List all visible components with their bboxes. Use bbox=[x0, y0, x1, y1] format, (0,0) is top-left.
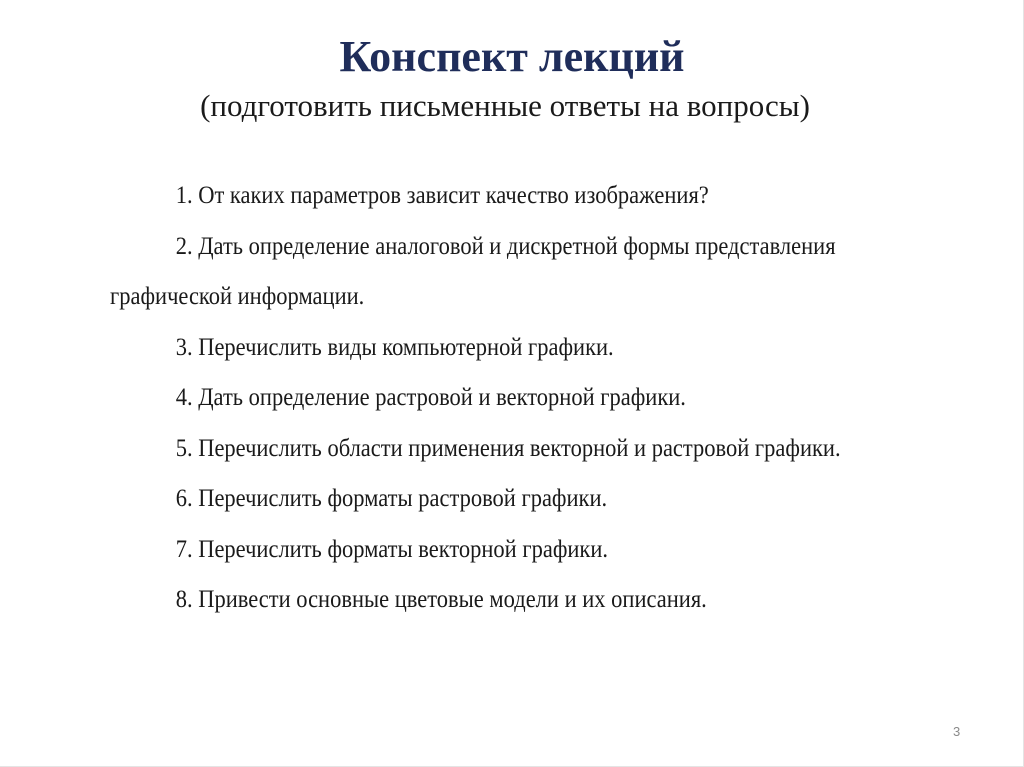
question-item-8: 8. Привести основные цветовые модели и их описания. bbox=[175, 586, 707, 613]
slide-subtitle: (подготовить письменные ответы на вопросы) bbox=[200, 88, 810, 123]
question-item-4: 4. Дать определение растровой и векторной графики. bbox=[175, 384, 686, 411]
question-item-1: 1. От каких параметров зависит качество изображения? bbox=[175, 182, 709, 209]
slide-title: Конспект лекций bbox=[339, 32, 685, 81]
question-item-5: 5. Перечислить области применения векторной и растровой графики. bbox=[175, 434, 841, 462]
question-item-2: 2. Дать определение аналоговой и дискретной формы представления графической информации. bbox=[110, 232, 836, 310]
question-list bbox=[110, 171, 866, 626]
question-item-6: 6. Перечислить форматы растровой графики. bbox=[175, 485, 608, 512]
question-item-3: 3. Перечислить виды компьютерной графики. bbox=[175, 333, 614, 361]
question-item-7: 7. Перечислить форматы векторной графики. bbox=[175, 535, 609, 563]
page-number: 3 bbox=[953, 724, 961, 739]
